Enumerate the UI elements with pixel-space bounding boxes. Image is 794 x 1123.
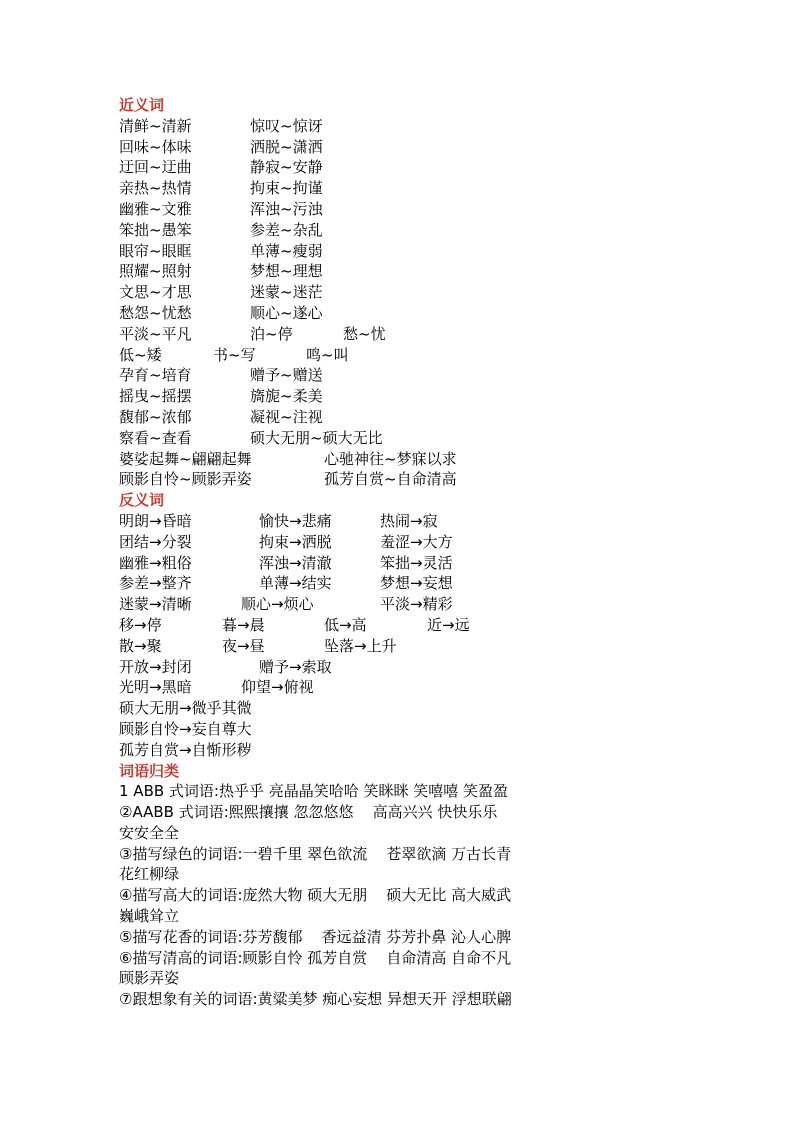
category-line: ⑦跟想象有关的词语:黄粱美梦 痴心妄想 异想天开 浮想联翩 <box>119 990 512 1009</box>
antonym-pair: 顾影自怜→妄自尊大 <box>119 719 252 738</box>
synonym-row <box>119 469 639 490</box>
synonym-pair: 硕大无朋~硕大无比 <box>250 428 383 447</box>
category-line: 1 ABB 式词语:热乎乎 亮晶晶笑哈哈 笑眯眯 笑嘻嘻 笑盈盈 <box>119 782 509 801</box>
antonym-row <box>119 657 639 678</box>
synonym-pair: 旖旎~柔美 <box>250 387 323 406</box>
synonym-row <box>119 261 639 282</box>
synonym-pair: 拘束~拘谨 <box>250 179 323 198</box>
synonym-row <box>119 449 639 470</box>
antonym-row <box>119 698 639 719</box>
synonym-pair: 眼帘~眼眶 <box>119 241 192 260</box>
category-line: 花红柳绿 <box>119 865 180 884</box>
synonym-pair: 心驰神往~梦寐以求 <box>324 449 457 468</box>
synonym-row <box>119 199 639 220</box>
antonym-row <box>119 740 639 761</box>
synonym-pair: 凝视~注视 <box>250 407 323 426</box>
antonym-pair: 浑浊→清澈 <box>259 553 332 572</box>
category-line: 安安全全 <box>119 823 180 842</box>
antonym-pair: 顺心→烦心 <box>241 595 314 614</box>
synonym-pair: 书~写 <box>213 345 256 364</box>
antonym-pair: 团结→分裂 <box>119 532 192 551</box>
synonyms-heading: 近义词 <box>119 96 165 114</box>
synonym-pair: 洒脱~潇洒 <box>250 137 323 156</box>
synonym-pair: 幽雅~文雅 <box>119 199 192 218</box>
antonym-pair: 散→聚 <box>119 636 162 655</box>
synonym-row <box>119 178 639 199</box>
synonym-row <box>119 157 639 178</box>
antonym-pair: 热闹→寂 <box>380 511 438 530</box>
synonym-pair: 泊~停 <box>250 324 293 343</box>
category-line: ②AABB 式词语:熙熙攘攘 忽忽悠悠 高高兴兴 快快乐乐 <box>119 803 498 822</box>
synonym-pair: 顺心~遂心 <box>250 303 323 322</box>
antonym-pair: 近→远 <box>427 615 470 634</box>
synonym-pair: 鸣~叫 <box>306 345 349 364</box>
categories-heading: 词语归类 <box>119 761 180 780</box>
synonym-row <box>119 386 639 407</box>
category-line: 顾影弄姿 <box>119 969 180 988</box>
antonym-row <box>119 677 639 698</box>
antonym-pair: 单薄→结实 <box>259 574 332 593</box>
synonym-pair: 静寂~安静 <box>250 158 323 177</box>
synonym-pair: 清鲜~清新 <box>119 116 192 135</box>
antonym-pair: 参差→整齐 <box>119 574 192 593</box>
synonym-pair: 回味~体味 <box>119 137 192 156</box>
category-line: ④描写高大的词语:庞然大物 硕大无朋 硕大无比 高大威武 <box>119 886 512 905</box>
synonym-pair: 摇曳~摇摆 <box>119 387 192 406</box>
antonyms-heading: 反义词 <box>119 491 165 510</box>
synonym-pair: 孕育~培育 <box>119 366 192 385</box>
synonym-pair: 低~矮 <box>119 345 162 364</box>
synonym-pair: 迂回~迂曲 <box>119 158 192 177</box>
antonym-pair: 迷蒙→清晰 <box>119 595 192 614</box>
synonym-row <box>119 116 639 137</box>
synonym-row <box>119 345 639 366</box>
synonym-pair: 平淡~平凡 <box>119 324 192 343</box>
synonym-pair: 梦想~理想 <box>250 262 323 281</box>
antonym-pair: 平淡→精彩 <box>380 595 453 614</box>
antonym-pair: 明朗→昏暗 <box>119 511 192 530</box>
antonym-pair: 笨拙→灵活 <box>380 553 453 572</box>
synonym-pair: 愁怨~忧愁 <box>119 303 192 322</box>
synonym-pair: 馥郁~浓郁 <box>119 407 192 426</box>
synonym-pair: 婆娑起舞~翩翩起舞 <box>119 449 252 468</box>
synonym-pair: 照耀~照射 <box>119 262 192 281</box>
synonym-pair: 顾影自怜~顾影弄姿 <box>119 470 252 489</box>
synonym-row <box>119 324 639 345</box>
antonym-pair: 低→高 <box>324 615 367 634</box>
synonym-pair: 文思~才思 <box>119 283 192 302</box>
antonym-pair: 羞涩→大方 <box>380 532 453 551</box>
document-page <box>119 95 639 1010</box>
antonym-row <box>119 615 639 636</box>
antonym-pair: 幽雅→粗俗 <box>119 553 192 572</box>
antonym-pair: 光明→黑暗 <box>119 678 192 697</box>
synonym-pair: 惊叹~惊讶 <box>250 116 323 135</box>
synonym-pair: 愁~忧 <box>343 324 386 343</box>
antonym-row <box>119 719 639 740</box>
category-line: ③描写绿色的词语:一碧千里 翠色欲流 苍翠欲滴 万古长青 <box>119 844 512 863</box>
antonym-row <box>119 636 639 657</box>
synonym-row <box>119 220 639 241</box>
synonym-pair: 赠予~赠送 <box>250 366 323 385</box>
synonym-row <box>119 282 639 303</box>
synonym-row <box>119 365 639 386</box>
synonym-pair: 笨拙~愚笨 <box>119 220 192 239</box>
synonyms-list <box>119 116 639 490</box>
categories-list <box>119 781 639 1010</box>
antonym-pair: 愉快→悲痛 <box>259 511 332 530</box>
synonym-pair: 浑浊~污浊 <box>250 199 323 218</box>
antonym-pair: 移→停 <box>119 615 162 634</box>
antonym-pair: 开放→封闭 <box>119 657 192 676</box>
antonym-row <box>119 532 639 553</box>
category-line: 巍峨耸立 <box>119 907 180 926</box>
antonyms-list <box>119 511 639 761</box>
synonym-row <box>119 241 639 262</box>
synonym-row <box>119 428 639 449</box>
antonym-row <box>119 511 639 532</box>
synonym-row <box>119 303 639 324</box>
antonym-pair: 夜→昼 <box>222 636 265 655</box>
antonym-pair: 坠落→上升 <box>324 636 397 655</box>
antonym-row <box>119 553 639 574</box>
synonym-pair: 察看~查看 <box>119 428 192 447</box>
antonym-row <box>119 594 639 615</box>
antonym-pair: 梦想→妄想 <box>380 574 453 593</box>
synonym-row <box>119 137 639 158</box>
synonym-pair: 单薄~瘦弱 <box>250 241 323 260</box>
synonym-pair: 孤芳自赏~自命清高 <box>324 470 457 489</box>
synonym-row <box>119 407 639 428</box>
antonym-pair: 硕大无朋→微乎其微 <box>119 699 252 718</box>
antonym-pair: 暮→晨 <box>222 615 265 634</box>
antonym-pair: 孤芳自赏→自惭形秽 <box>119 740 252 759</box>
antonym-pair: 赠予→索取 <box>259 657 332 676</box>
category-line: ⑥描写清高的词语:顾影自怜 孤芳自赏 自命清高 自命不凡 <box>119 948 512 967</box>
synonym-pair: 迷蒙~迷茫 <box>250 283 323 302</box>
synonym-pair: 参差~杂乱 <box>250 220 323 239</box>
antonym-row <box>119 573 639 594</box>
synonym-pair: 亲热~热情 <box>119 179 192 198</box>
category-line: ⑤描写花香的词语:芬芳馥郁 香远益清 芬芳扑鼻 沁人心脾 <box>119 927 512 946</box>
antonym-pair: 拘束→洒脱 <box>259 532 332 551</box>
antonym-pair: 仰望→俯视 <box>241 678 314 697</box>
